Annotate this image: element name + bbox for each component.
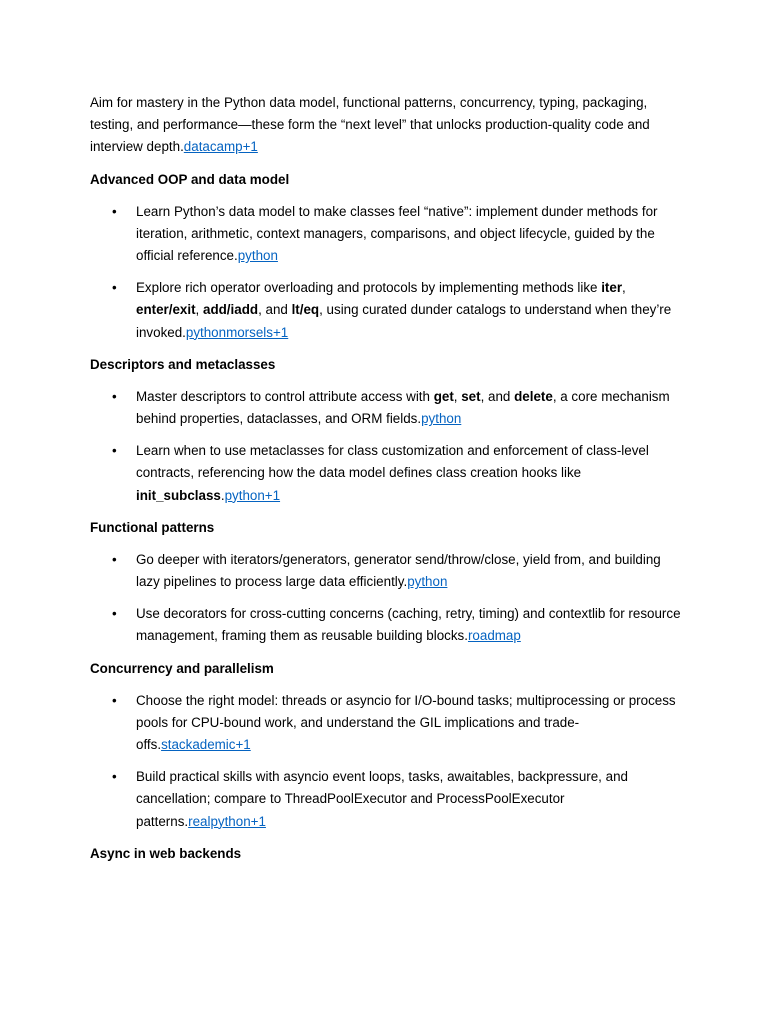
item-text: , and — [258, 302, 292, 318]
item-text: Use decorators for cross-cutting concerns (caching, retry, timing) and contextlib for resource management, framing them as reusable building blocks. — [136, 606, 681, 644]
item-text: Build practical skills with asyncio event loops, tasks, awaitables, backpressure, and cancellation; compare to ThreadPoolExecutor and ProcessPoolExecutor patterns. — [136, 769, 628, 829]
source-link[interactable]: roadmap — [467, 628, 521, 644]
section-heading-descriptors: Descriptors and metaclasses — [90, 356, 276, 372]
keyword: lt/eq — [291, 302, 320, 318]
bullet-icon: • — [112, 692, 117, 708]
oop-list — [90, 201, 684, 344]
section-heading-functional: Functional patterns — [90, 519, 215, 535]
list-item — [90, 440, 684, 507]
item-text: Explore rich operator overloading and protocols by implementing methods like — [136, 280, 602, 296]
item-text: Learn Python’s data model to make classes feel “native”: implement dunder methods for iteration, arithmetic, context managers, comparisons, and object lifecycle, guided by the official reference. — [136, 203, 658, 264]
keyword: iter — [601, 280, 623, 296]
keyword: enter/exit — [136, 302, 196, 318]
keyword: init_subclass — [136, 487, 221, 503]
bullet-icon: • — [112, 443, 117, 459]
source-link[interactable]: pythonmorsels+1 — [185, 324, 289, 340]
source-link[interactable]: python — [421, 411, 462, 427]
list-item — [90, 386, 684, 430]
source-link[interactable]: realpython+1 — [188, 813, 266, 829]
bullet-icon: • — [112, 388, 117, 404]
section-heading-async: Async in web backends — [90, 845, 242, 861]
item-text: , — [622, 280, 626, 296]
section-heading-oop: Advanced OOP and data model — [90, 171, 290, 187]
list-item — [90, 549, 684, 593]
keyword: add/iadd — [203, 302, 259, 318]
concurrency-list — [90, 690, 684, 833]
source-link[interactable]: python — [237, 248, 278, 264]
item-text: Choose the right model: threads or asyncio for I/O-bound tasks; multiprocessing or process pools for CPU-bound work, and understand the GIL implications and trade-offs. — [136, 692, 676, 753]
bullet-icon: • — [112, 551, 117, 567]
item-text: , a core mechanism behind properties, dataclasses, and ORM fields. — [136, 388, 670, 427]
item-text: , — [453, 388, 462, 404]
item-text: Learn when to use metaclasses for class customization and enforcement of class-level contracts, referencing how the data model defines class creation hooks like — [136, 443, 649, 481]
section-heading-concurrency: Concurrency and parallelism — [90, 660, 274, 676]
list-item — [90, 603, 684, 647]
intro-text: Aim for mastery in the Python data model, functional patterns, concurrency, typing, packaging, testing, and performance—these form the “next level” that unlocks production-quality code and interview depth. — [90, 95, 650, 155]
item-text: . — [220, 487, 225, 503]
source-link[interactable]: stackademic+1 — [161, 737, 251, 753]
keyword: get — [433, 388, 454, 404]
source-link[interactable]: python — [407, 574, 448, 590]
bullet-icon: • — [112, 280, 117, 296]
item-text: , using curated dunder catalogs to understand when they’re invoked. — [136, 302, 672, 340]
functional-list — [90, 549, 684, 648]
item-text: Master descriptors to control attribute access with — [136, 388, 434, 404]
bullet-icon: • — [112, 203, 117, 219]
keyword: set — [461, 388, 481, 404]
item-text: Go deeper with iterators/generators, generator send/throw/close, yield from, and building lazy pipelines to process large data efficiently. — [136, 551, 661, 590]
intro-paragraph — [90, 92, 684, 159]
list-item — [90, 277, 684, 344]
bullet-icon: • — [112, 769, 117, 785]
item-text: , — [195, 302, 203, 318]
item-text: , and — [480, 388, 515, 404]
list-item — [90, 766, 684, 833]
descriptors-list — [90, 386, 684, 507]
list-item — [90, 690, 684, 757]
list-item — [90, 201, 684, 268]
intro-source-link[interactable]: datacamp+1 — [183, 139, 258, 155]
keyword: delete — [514, 388, 553, 404]
bullet-icon: • — [112, 606, 117, 622]
source-link[interactable]: python+1 — [224, 487, 281, 503]
